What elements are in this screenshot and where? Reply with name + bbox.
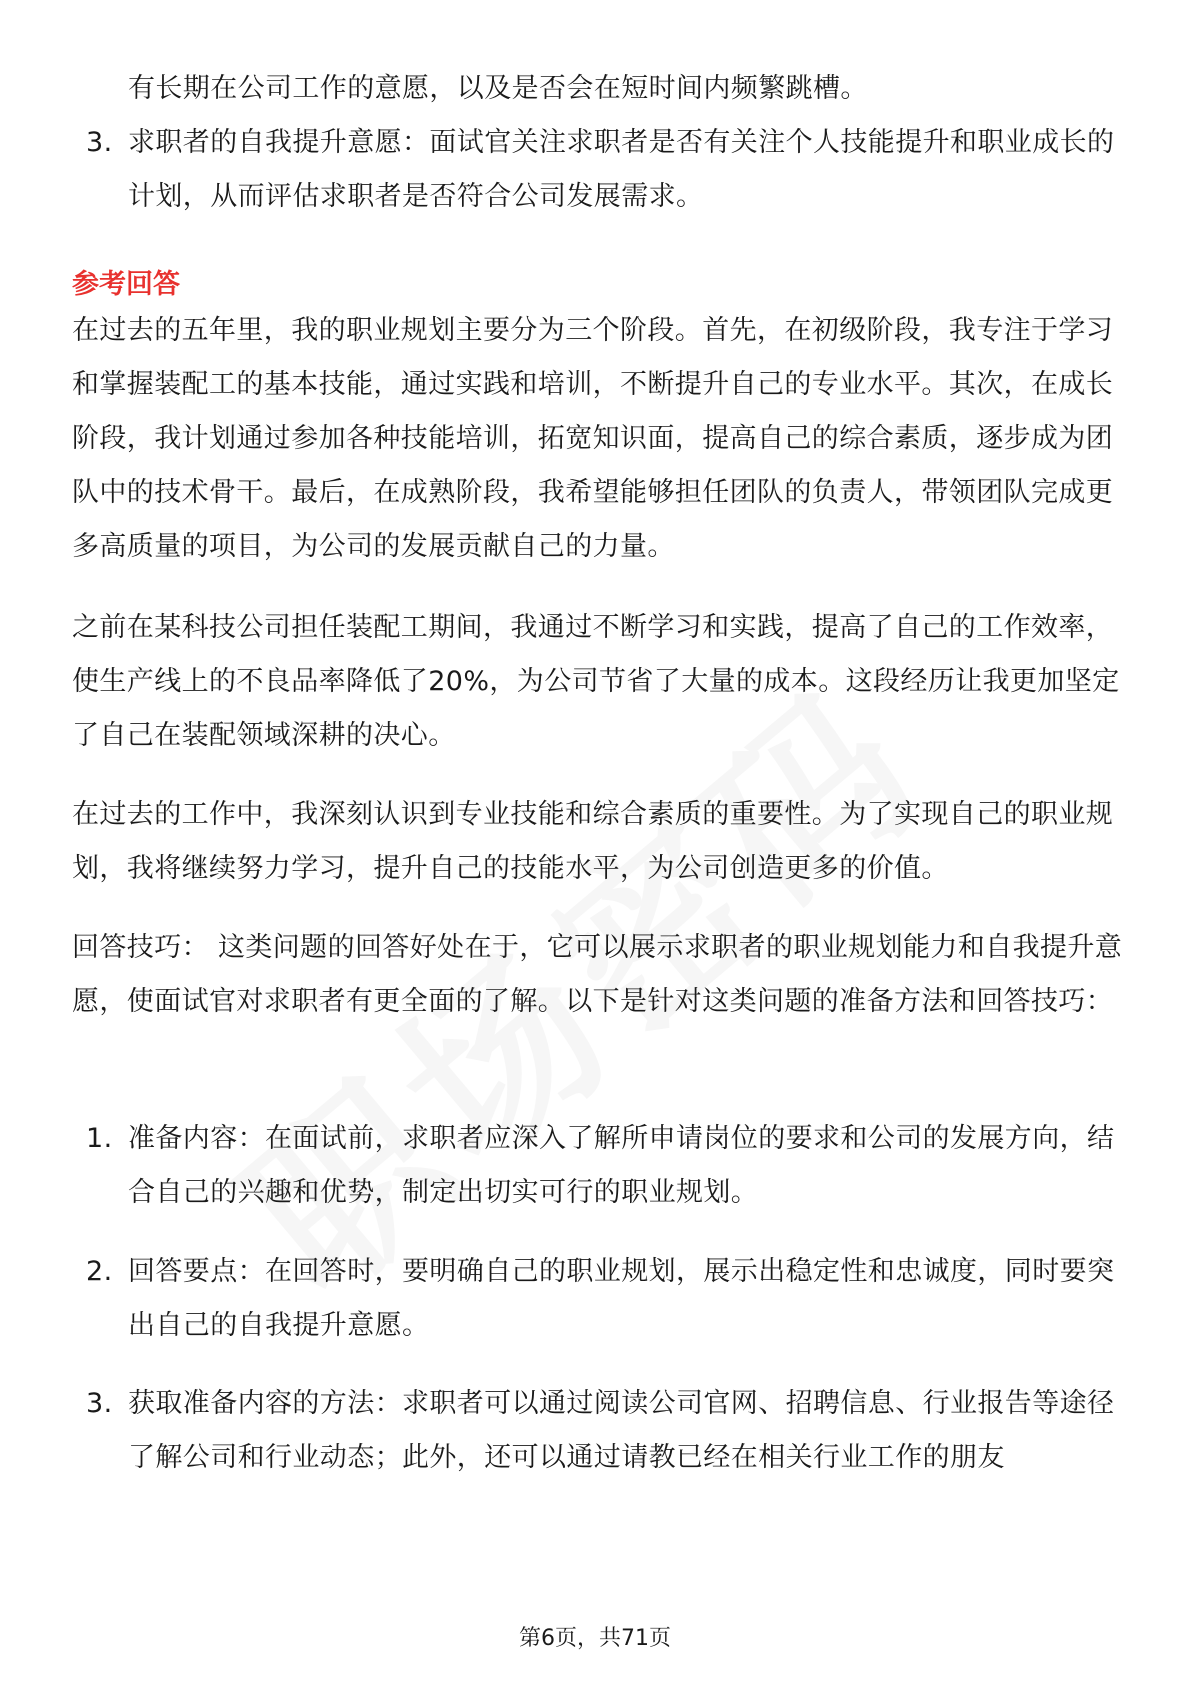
answer-paragraph-summary: 在过去的工作中，我深刻认识到专业技能和综合素质的重要性。为了实现自己的职业规划，我将继续努力学习，提升自己的技能水平，为公司创造更多的价值。 (72, 799, 1114, 884)
list-number: 1. (86, 1123, 113, 1154)
answer-paragraph-experience: 之前在某科技公司担任装配工期间，我通过不断学习和实践，提高了自己的工作效率，使生产线上的不良品率降低了20%，为公司节省了大量的成本。这段经历让我更加坚定了自己在装配领域深耕的决心。 (72, 612, 1120, 751)
answer-paragraph-plan: 在过去的五年里，我的职业规划主要分为三个阶段。首先，在初级阶段，我专注于学习和掌握装配工的基本技能，通过实践和培训，不断提升自己的专业水平。其次，在成长阶段，我计划通过参加各种技能培训，拓宽知识面，提高自己的综合素质，逐步成为团队中的技术骨干。最后，在成熟阶段，我希望能够担任团队的负责人，带领团队完成更多高质量的项目，为公司的发展贡献自己的力量。 (72, 315, 1114, 562)
list-item-text: 求职者的自我提升意愿：面试官关注求职者是否有关注个人技能提升和职业成长的计划，从而评估求职者是否符合公司发展需求。 (128, 127, 1115, 212)
continued-list-text: 有长期在公司工作的意愿，以及是否会在短时间内频繁跳槽。 (128, 73, 868, 104)
tips-list-item-key-points (86, 1245, 1128, 1353)
list-number: 3. (86, 1388, 113, 1419)
tips-list-item-methods (86, 1377, 1128, 1485)
section-heading: 参考回答 (72, 269, 180, 300)
page-number-footer: 第6页，共71页 (519, 1626, 671, 1651)
tips-list-item-prepare (86, 1112, 1128, 1220)
list-item-self-improvement (86, 116, 1128, 224)
tips-intro-paragraph: 回答技巧： 这类问题的回答好处在于，它可以展示求职者的职业规划能力和自我提升意愿，使面试官对求职者有更全面的了解。以下是针对这类问题的准备方法和回答技巧： (72, 932, 1123, 1017)
list-item-text: 获取准备内容的方法：求职者可以通过阅读公司官网、招聘信息、行业报告等途径了解公司和行业动态；此外，还可以通过请教已经在相关行业工作的朋友 (128, 1388, 1115, 1473)
list-item-text: 回答要点：在回答时，要明确自己的职业规划，展示出稳定性和忠诚度，同时要突出自己的自我提升意愿。 (128, 1256, 1115, 1341)
list-item-text: 准备内容：在面试前，求职者应深入了解所申请岗位的要求和公司的发展方向，结合自己的兴趣和优势，制定出切实可行的职业规划。 (128, 1123, 1115, 1208)
list-number: 2. (86, 1256, 113, 1287)
list-number: 3. (86, 127, 113, 158)
